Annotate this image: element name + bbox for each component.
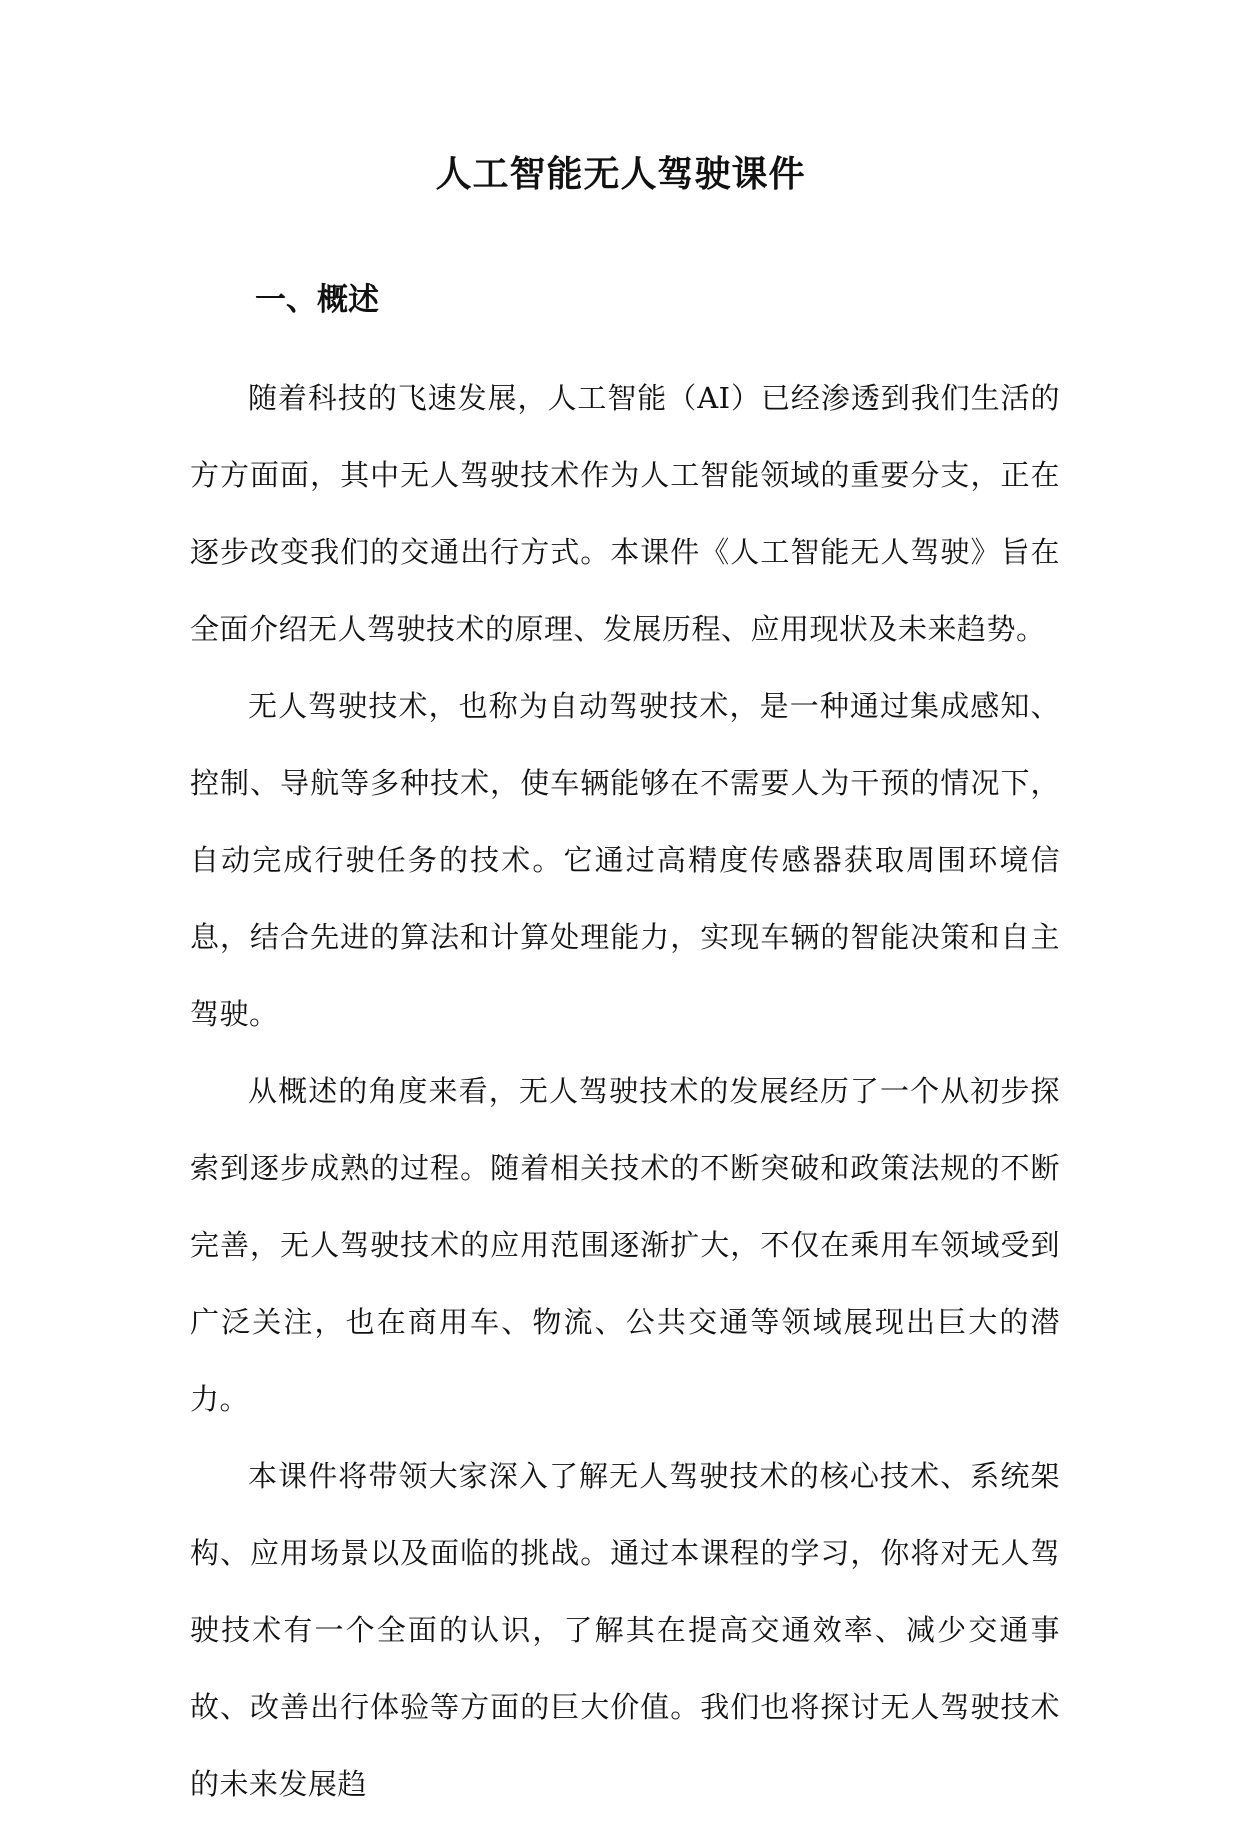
section-heading-overview: 一、概述: [255, 282, 379, 318]
document-title: 人工智能无人驾驶课件: [435, 154, 806, 195]
paragraph: 随着科技的飞速发展，人工智能（AI）已经渗透到我们生活的方方面面，其中无人驾驶技术作为人工智能领域的重要分支，正在逐步改变我们的交通出行方式。本课件《人工智能无人驾驶》旨在全面介绍无人驾驶技术的原理、发展历程、应用现状及未来趋势。: [190, 381, 1060, 646]
section-body: [190, 360, 1060, 1823]
paragraph: 从概述的角度来看，无人驾驶技术的发展经历了一个从初步探索到逐步成熟的过程。随着相关技术的不断突破和政策法规的不断完善，无人驾驶技术的应用范围逐渐扩大，不仅在乘用车领域受到广泛关注，也在商用车、物流、公共交通等领域展现出巨大的潜力。: [190, 1074, 1060, 1416]
paragraph: 本课件将带领大家深入了解无人驾驶技术的核心技术、系统架构、应用场景以及面临的挑战。通过本课程的学习，你将对无人驾驶技术有一个全面的认识，了解其在提高交通效率、减少交通事故、改善出行体验等方面的巨大价值。我们也将探讨无人驾驶技术的未来发展趋: [190, 1459, 1060, 1801]
paragraph: 无人驾驶技术，也称为自动驾驶技术，是一种通过集成感知、控制、导航等多种技术，使车辆能够在不需要人为干预的情况下，自动完成行驶任务的技术。它通过高精度传感器获取周围环境信息，结合先进的算法和计算处理能力，实现车辆的智能决策和自主驾驶。: [190, 689, 1060, 1031]
